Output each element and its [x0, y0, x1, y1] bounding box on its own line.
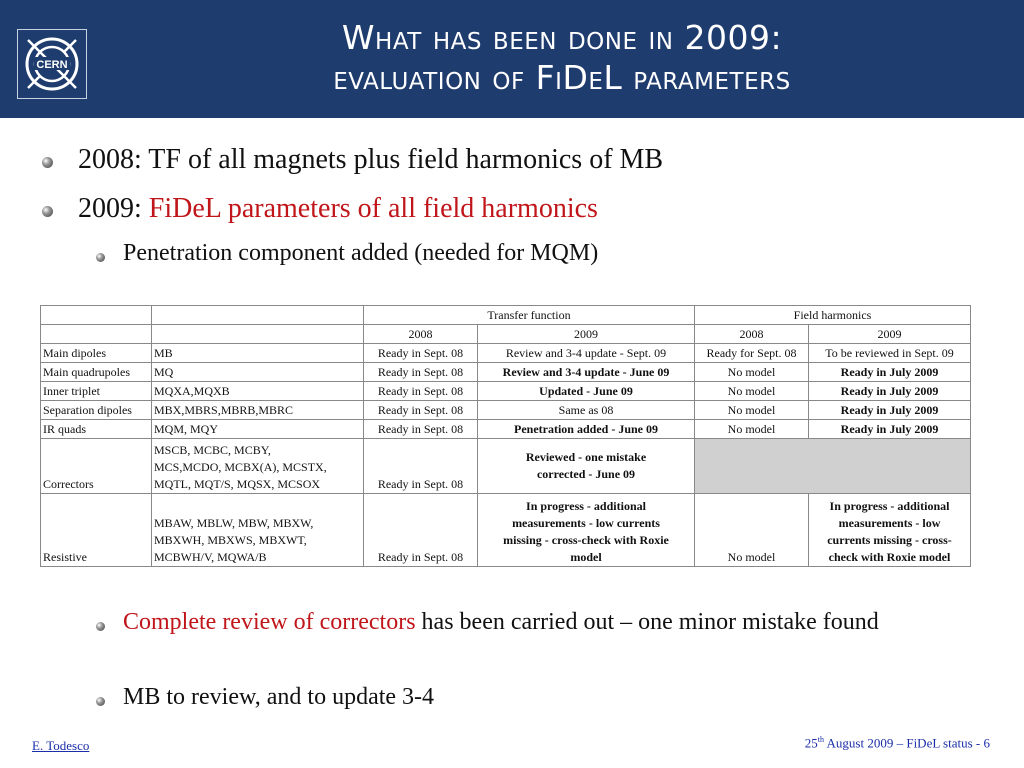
- table-row: Main quadrupoles MQ Ready in Sept. 08 Review and 3-4 update - June 09 No model Ready in July 2009: [41, 363, 971, 382]
- svg-text:CERN: CERN: [36, 59, 68, 71]
- bullet-4: Complete review of correctors has been carried out – one minor mistake found: [123, 609, 879, 635]
- author-link[interactable]: E. Todesco: [32, 738, 90, 753]
- bullet-icon: [42, 157, 53, 168]
- table-header-row: [41, 306, 971, 325]
- header-tf-2009: 2009: [478, 325, 695, 344]
- title-bar: [0, 0, 1024, 118]
- cern-logo: [17, 29, 87, 99]
- bullet-4-highlight: Complete review of correctors: [123, 609, 416, 635]
- bullet-icon: [96, 253, 105, 262]
- slide-title: [120, 18, 1004, 98]
- not-applicable-cell: [695, 439, 971, 494]
- header-field-harmonics: Field harmonics: [695, 306, 971, 325]
- table-row: Inner triplet MQXA,MQXB Ready in Sept. 08 Updated - June 09 No model Ready in July 2009: [41, 382, 971, 401]
- bullet-icon: [42, 206, 53, 217]
- bullet-icon: [96, 697, 105, 706]
- bullet-2-highlight: FiDeL parameters of all field harmonics: [148, 193, 598, 224]
- fidel-status-table: [40, 305, 971, 567]
- table-year-row: [41, 325, 971, 344]
- bullet-icon: [96, 622, 105, 631]
- bullet-5: MB to review, and to update 3-4: [123, 684, 435, 710]
- table-row: Separation dipoles MBX,MBRS,MBRB,MBRC Ready in Sept. 08 Same as 08 No model Ready in July 2009: [41, 401, 971, 420]
- footer-date-page: 25th August 2009 – FiDeL status - 6: [804, 735, 990, 751]
- table-row: Main dipoles MB Ready in Sept. 08 Review and 3-4 update - Sept. 09 Ready for Sept. 08 To be reviewed in Sept. 09: [41, 344, 971, 363]
- table-row: IR quads MQM, MQY Ready in Sept. 08 Penetration added - June 09 No model Ready in July 2009: [41, 420, 971, 439]
- header-fh-2008: 2008: [695, 325, 809, 344]
- bullet-1: 2008: TF of all magnets plus field harmonics of MB: [78, 144, 664, 175]
- header-fh-2009: 2009: [809, 325, 971, 344]
- header-tf-2008: 2008: [364, 325, 478, 344]
- table-row-correctors: Correctors MSCB, MCBC, MCBY, MCS,MCDO, MCBX(A), MCSTX, MQTL, MQT/S, MQSX, MCSOX Ready in Sept. 08 Reviewed - one mistake corrected - June 09: [41, 439, 971, 494]
- bullet-3: Penetration component added (needed for MQM): [123, 240, 599, 266]
- bullet-2: 2009: FiDeL parameters of all field harmonics: [78, 193, 598, 224]
- table-row-resistive: Resistive MBAW, MBLW, MBW, MBXW, MBXWH, MBXWS, MBXWT, MCBWH/V, MQWA/B Ready in Sept. 08 In progress - additional measurements - low currents missing - cross-check with Roxie model No model In progress - additional measurements - low currents missing - cross- check with Roxie model: [41, 494, 971, 567]
- header-transfer-function: Transfer function: [364, 306, 695, 325]
- title-line-2: evaluation of FiDeL parameters: [333, 58, 791, 97]
- title-line-1: What has been done in 2009:: [341, 18, 783, 57]
